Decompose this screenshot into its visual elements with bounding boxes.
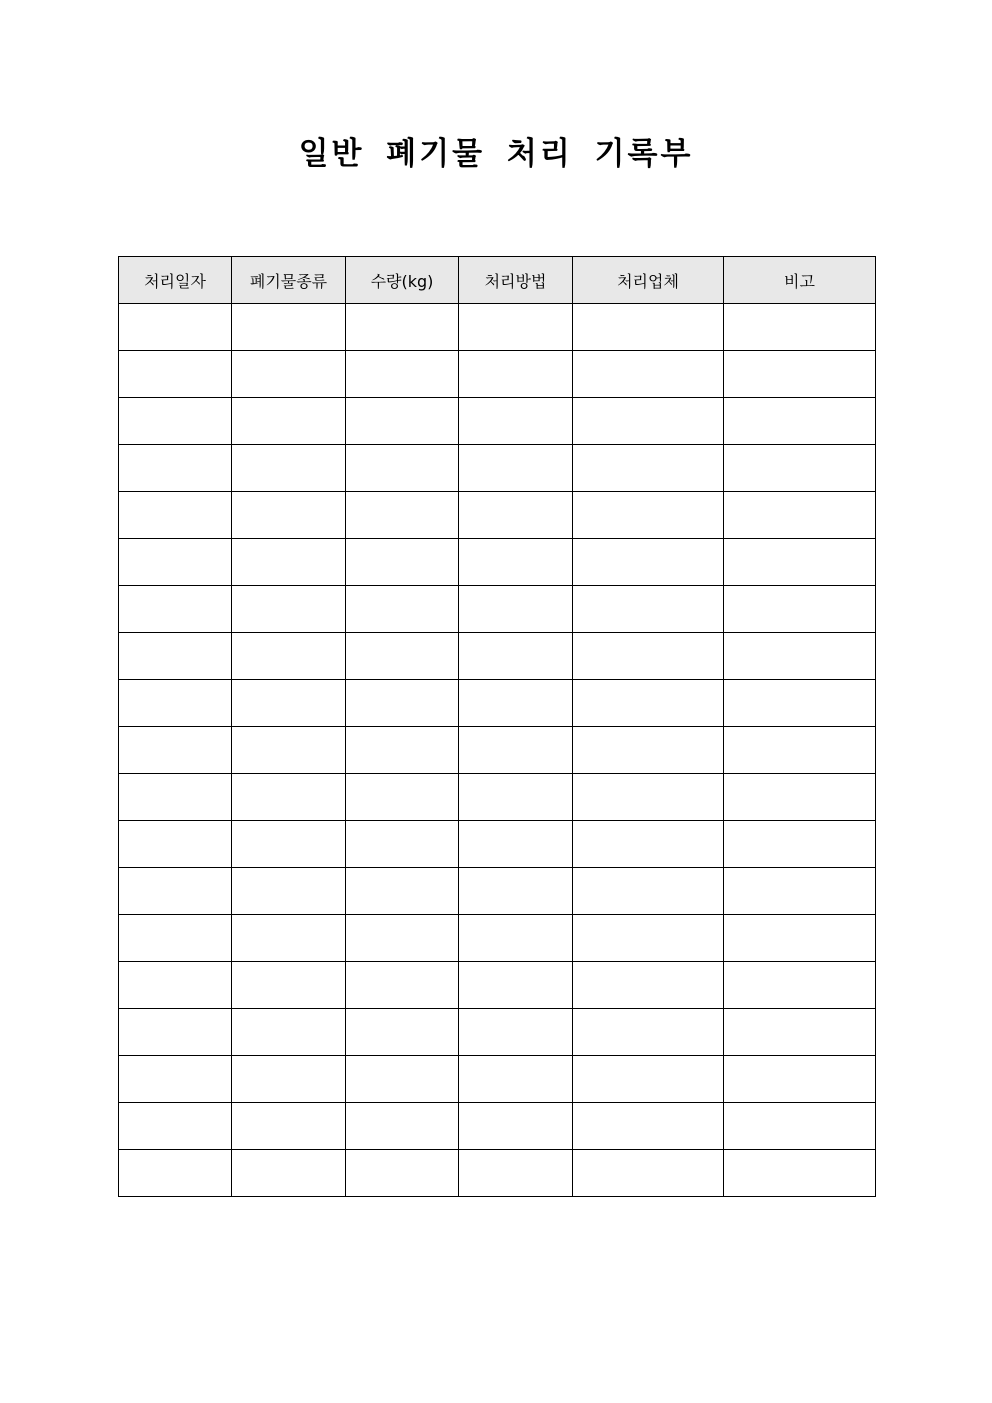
cell-remarks (724, 1150, 876, 1197)
cell-quantity (346, 539, 459, 586)
cell-remarks (724, 727, 876, 774)
cell-method (459, 1056, 573, 1103)
cell-waste-type (232, 398, 346, 445)
cell-date (119, 586, 232, 633)
cell-remarks (724, 1103, 876, 1150)
cell-remarks (724, 1009, 876, 1056)
table-row (119, 1056, 876, 1103)
cell-date (119, 1009, 232, 1056)
waste-record-table (118, 256, 876, 1197)
cell-date (119, 539, 232, 586)
cell-quantity (346, 1056, 459, 1103)
cell-waste-type (232, 680, 346, 727)
cell-waste-type (232, 445, 346, 492)
cell-date (119, 962, 232, 1009)
cell-date (119, 1103, 232, 1150)
cell-method (459, 868, 573, 915)
cell-date (119, 868, 232, 915)
cell-quantity (346, 962, 459, 1009)
table-row (119, 680, 876, 727)
cell-date (119, 351, 232, 398)
cell-company (573, 1056, 724, 1103)
cell-quantity (346, 727, 459, 774)
cell-company (573, 445, 724, 492)
column-header-date: 처리일자 (119, 257, 232, 304)
cell-method (459, 1103, 573, 1150)
cell-date (119, 304, 232, 351)
cell-method (459, 821, 573, 868)
cell-remarks (724, 1056, 876, 1103)
cell-method (459, 633, 573, 680)
cell-quantity (346, 304, 459, 351)
cell-quantity (346, 821, 459, 868)
cell-date (119, 1056, 232, 1103)
cell-quantity (346, 398, 459, 445)
cell-date (119, 680, 232, 727)
cell-remarks (724, 351, 876, 398)
cell-date (119, 492, 232, 539)
cell-waste-type (232, 304, 346, 351)
cell-method (459, 492, 573, 539)
cell-method (459, 962, 573, 1009)
cell-remarks (724, 492, 876, 539)
cell-company (573, 680, 724, 727)
cell-waste-type (232, 539, 346, 586)
cell-waste-type (232, 1150, 346, 1197)
cell-waste-type (232, 915, 346, 962)
cell-company (573, 821, 724, 868)
cell-method (459, 351, 573, 398)
cell-date (119, 1150, 232, 1197)
column-header-waste-type: 폐기물종류 (232, 257, 346, 304)
column-header-method: 처리방법 (459, 257, 573, 304)
cell-quantity (346, 445, 459, 492)
table-row (119, 821, 876, 868)
cell-method (459, 586, 573, 633)
table-row (119, 915, 876, 962)
table-row (119, 351, 876, 398)
cell-company (573, 586, 724, 633)
cell-waste-type (232, 821, 346, 868)
cell-remarks (724, 445, 876, 492)
cell-waste-type (232, 868, 346, 915)
cell-method (459, 680, 573, 727)
cell-quantity (346, 351, 459, 398)
cell-waste-type (232, 633, 346, 680)
cell-remarks (724, 821, 876, 868)
cell-quantity (346, 868, 459, 915)
cell-company (573, 351, 724, 398)
cell-waste-type (232, 1056, 346, 1103)
cell-quantity (346, 1103, 459, 1150)
cell-remarks (724, 868, 876, 915)
cell-date (119, 633, 232, 680)
cell-remarks (724, 774, 876, 821)
table-row (119, 492, 876, 539)
cell-method (459, 539, 573, 586)
cell-company (573, 868, 724, 915)
table-row (119, 1009, 876, 1056)
cell-waste-type (232, 492, 346, 539)
cell-method (459, 774, 573, 821)
cell-company (573, 915, 724, 962)
table-row (119, 633, 876, 680)
cell-company (573, 633, 724, 680)
cell-company (573, 962, 724, 1009)
cell-waste-type (232, 962, 346, 1009)
table-row (119, 398, 876, 445)
cell-waste-type (232, 586, 346, 633)
cell-company (573, 1150, 724, 1197)
table-row (119, 962, 876, 1009)
cell-company (573, 304, 724, 351)
cell-remarks (724, 915, 876, 962)
cell-quantity (346, 680, 459, 727)
table-row (119, 445, 876, 492)
cell-remarks (724, 633, 876, 680)
cell-quantity (346, 633, 459, 680)
cell-company (573, 398, 724, 445)
table-header (119, 257, 876, 304)
table-row (119, 868, 876, 915)
cell-date (119, 398, 232, 445)
cell-date (119, 821, 232, 868)
cell-date (119, 727, 232, 774)
cell-quantity (346, 1150, 459, 1197)
cell-quantity (346, 1009, 459, 1056)
cell-company (573, 727, 724, 774)
cell-quantity (346, 492, 459, 539)
cell-method (459, 398, 573, 445)
cell-date (119, 774, 232, 821)
table-row (119, 304, 876, 351)
column-header-quantity: 수량(kg) (346, 257, 459, 304)
cell-company (573, 539, 724, 586)
cell-company (573, 1009, 724, 1056)
table-row (119, 586, 876, 633)
cell-quantity (346, 774, 459, 821)
cell-waste-type (232, 351, 346, 398)
cell-remarks (724, 304, 876, 351)
cell-company (573, 1103, 724, 1150)
cell-remarks (724, 539, 876, 586)
cell-method (459, 915, 573, 962)
cell-waste-type (232, 774, 346, 821)
cell-method (459, 727, 573, 774)
table-row (119, 1103, 876, 1150)
cell-method (459, 445, 573, 492)
cell-method (459, 1009, 573, 1056)
cell-date (119, 915, 232, 962)
cell-method (459, 304, 573, 351)
table-body (119, 304, 876, 1197)
cell-waste-type (232, 1103, 346, 1150)
cell-method (459, 1150, 573, 1197)
cell-waste-type (232, 1009, 346, 1056)
document-title: 일반 폐기물 처리 기록부 (298, 136, 694, 172)
cell-remarks (724, 398, 876, 445)
cell-waste-type (232, 727, 346, 774)
cell-date (119, 445, 232, 492)
column-header-company: 처리업체 (573, 257, 724, 304)
table-row (119, 774, 876, 821)
cell-quantity (346, 915, 459, 962)
cell-company (573, 774, 724, 821)
table-row (119, 727, 876, 774)
column-header-remarks: 비고 (724, 257, 876, 304)
header-row (119, 257, 876, 304)
cell-remarks (724, 962, 876, 1009)
table-row (119, 1150, 876, 1197)
table-row (119, 539, 876, 586)
cell-remarks (724, 680, 876, 727)
cell-quantity (346, 586, 459, 633)
cell-company (573, 492, 724, 539)
cell-remarks (724, 586, 876, 633)
